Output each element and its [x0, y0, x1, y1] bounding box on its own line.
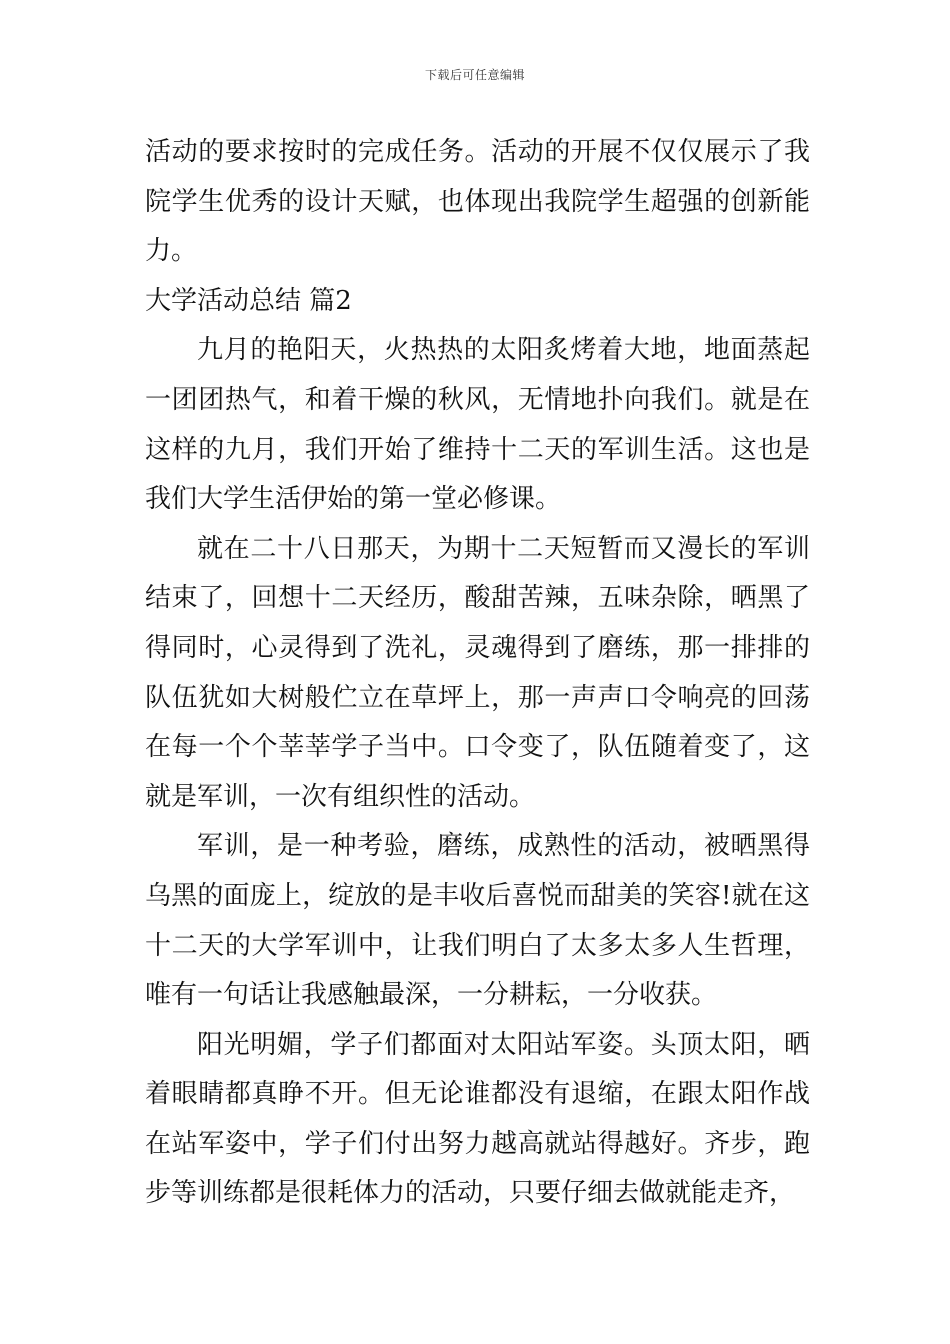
paragraph-4: 阳光明媚，学子们都面对太阳站军姿。头顶太阳，晒着眼睛都真睁不开。但无论谁都没有退缩，在跟太阳作战在站军姿中，学子们付出努力越高就站得越好。齐步，跑步等训练都是很耗体力的活动，只要仔细去做就能走齐，	[145, 1029, 810, 1209]
paragraph-1: 九月的艳阳天，火热热的太阳炙烤着大地，地面蒸起一团团热气，和着干燥的秋风，无情地扑向我们。就是在这样的九月，我们开始了维持十二天的军训生活。这也是我们大学生活伊始的第一堂必修课。	[145, 335, 810, 515]
page-header-note: 下载后可任意编辑	[424, 68, 525, 82]
section-heading: 大学活动总结 篇2	[145, 285, 352, 316]
paragraph-2: 就在二十八日那天，为期十二天短暂而又漫长的军训结束了，回想十二天经历，酸甜苦辣，五味杂除，晒黑了得同时，心灵得到了洗礼，灵魂得到了磨练，那一排排的队伍犹如大树般伫立在草坪上，那一声声口令响亮的回荡在每一个个莘莘学子当中。口令变了，队伍随着变了，这就是军训，一次有组织性的活动。	[145, 533, 810, 812]
document-body	[145, 128, 810, 1219]
paragraph-continuation: 活动的要求按时的完成任务。活动的开展不仅仅展示了我院学生优秀的设计天赋，也体现出我院学生超强的创新能力。	[145, 137, 810, 267]
paragraph-3: 军训，是一种考验，磨练，成熟性的活动，被晒黑得乌黑的面庞上，绽放的是丰收后喜悦而甜美的笑容!就在这十二天的大学军训中，让我们明白了太多太多人生哲理，唯有一句话让我感触最深，一分耕耘，一分收获。	[145, 831, 810, 1011]
